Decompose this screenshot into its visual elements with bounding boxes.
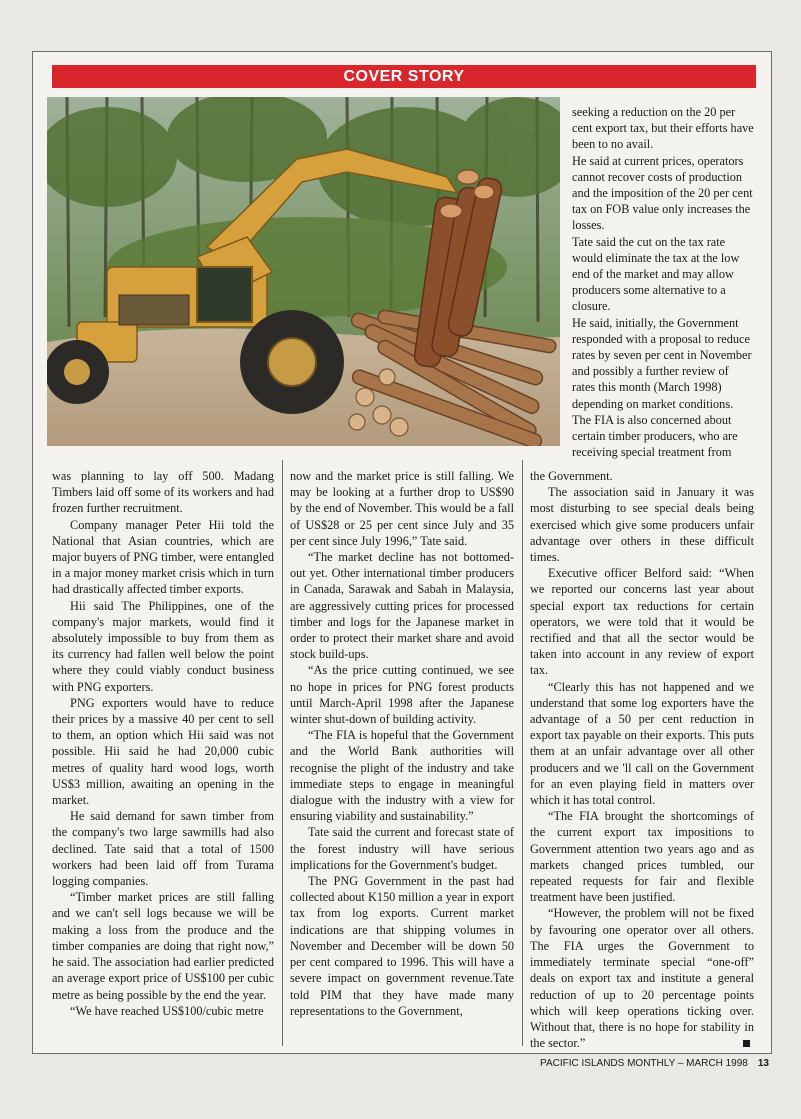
paragraph: Tate said the current and forecast state of the forest industry will have serious implications for the Government's budget. — [290, 825, 514, 872]
log-loader-photo — [47, 97, 560, 446]
photo-illustration — [47, 97, 560, 446]
top-right-column — [572, 104, 754, 460]
paragraph-text: “However, the problem will not be fixed by favouring one operator over all others. The FIA urges the Government to immediately terminate special “one-off” deals on export tax and institute a general reduction of up to 20 percentage points which will keep operations ticking over. Without that, there is no hope for stability in the sector.” — [530, 906, 754, 1051]
paragraph: Tate said the cut on the tax rate would eliminate the tax at the low end of the market and may allow producers some alternative to a closure. — [572, 234, 740, 314]
column-divider — [282, 460, 283, 1046]
paragraph — [530, 905, 754, 1051]
column-2 — [290, 468, 514, 1019]
column-1 — [52, 468, 274, 1019]
paragraph: now and the market price is still falling. We may be looking at a further drop to US$90 by the end of November. This would be a fall of US$28 or 25 per cent since July and 35 per cent since July 1996,” Tate said. — [290, 469, 514, 548]
paragraph: “The FIA is hopeful that the Government and the World Bank authorities will recognise the plight of the industry and take immediate steps to engage in meaningful dialogue with the industry with a view for ensuring viability and sustainability.” — [290, 728, 514, 824]
paragraph: “Clearly this has not happened and we understand that some log exporters have the advantage of a 50 per cent reduction in export tax payable on their exports. This puts them at an unfair advantage over all other producers and we 'll call on the Government for an even playing field in matters over which it has total control. — [530, 679, 754, 808]
paragraph: Hii said The Philippines, one of the company's major markets, would find it absolutely impossible to buy from them as its currency had fallen well below the point where they could viably conduct business with PNG exporters. — [52, 598, 274, 694]
paragraph: The association said in January it was most disturbing to see special deals being exercised which give some producers unfair advantage over others in these difficult times. — [530, 485, 754, 565]
paragraph: was planning to lay off 500. Madang Timbers laid off some of its workers and had frozen further recruitment. — [52, 469, 274, 516]
paragraph: The FIA is also concerned about certain timber producers, who are receiving special treatment from — [572, 412, 738, 460]
page-footer — [540, 1058, 769, 1069]
paragraph: He said demand for sawn timber from the company's two large sawmills had also declined. Tate said that a total of 1500 workers had been laid off from Turama logging companies. — [52, 809, 274, 889]
paragraph: He said at current prices, operators cannot recover costs of production and the imposition of the 20 per cent tax on FOB value only increases the losses. — [572, 153, 753, 233]
paragraph: Executive officer Belford said: “When we reported our concerns last year about special export tax reductions for certain operators, we were told that it would be rectified and that all the sector would be taken into account in any review of export tax. — [530, 566, 754, 678]
paragraph: He said, initially, the Government responded with a proposal to reduce rates by seven per cent in November and possibly a further review of rates this month (March 1998) depending on market conditions. — [572, 315, 752, 411]
paragraph: “The market decline has not bottomed-out yet. Other international timber producers in Canada, Sarawak and Sabah in Malaysia, are aggressively cutting prices for processed timber and logs for the Japanese market in order to protect their market share and avoid stock build-ups. — [290, 550, 514, 662]
paragraph: Company manager Peter Hii told the National that Asian countries, which are major buyers of PNG timber, were entangled in a major money market crisis which in turn had drastically affected timber exports. — [52, 517, 274, 597]
paragraph: the Government. — [530, 469, 613, 483]
page-number: 13 — [757, 1058, 769, 1069]
column-divider — [522, 460, 523, 1046]
paragraph: “We have reached US$100/cubic metre — [70, 1003, 264, 1018]
publication-line: PACIFIC ISLANDS MONTHLY – MARCH 1998 — [540, 1058, 748, 1069]
paragraph: “The FIA brought the shortcomings of the current export tax impositions to Government attention two years ago and as markets changed prices tumbled, our repeated requests for fair and flexible treatment have been justified. — [530, 809, 754, 905]
end-of-article-mark — [743, 1040, 750, 1047]
paragraph: “Timber market prices are still falling and we can't sell logs because we will be making a loss from the produce and the timber companies are doing that right now,” he said. The association had earlier predicted an average export price of US$100 per cubic metre as being possible by the end the year. — [52, 890, 274, 1002]
paragraph: “As the price cutting continued, we see no hope in prices for PNG forest products until March-April 1998 after the Japanese winter shut-down of building activity. — [290, 663, 514, 727]
paragraph: PNG exporters would have to reduce their prices by a massive 40 per cent to sell to them, an option which Hii said was not possible. Hii said he had 20,000 cubic metres of quality hard wood logs, worth US$3 million, awaiting an opening in the market. — [52, 695, 274, 808]
section-banner: COVER STORY — [52, 65, 756, 88]
paragraph: The PNG Government in the past had collected about K150 million a year in export tax from log exports. Current market indications are that shipping volumes in November and December will be down 50 per cent compared to 1996. This will have a severe impact on government revenue.Tate told PIM that they have made many representations to the Government, — [290, 874, 514, 1018]
column-3 — [530, 468, 754, 1051]
paragraph: seeking a reduction on the 20 per cent export tax, but their efforts have been to no avail. — [572, 105, 754, 152]
